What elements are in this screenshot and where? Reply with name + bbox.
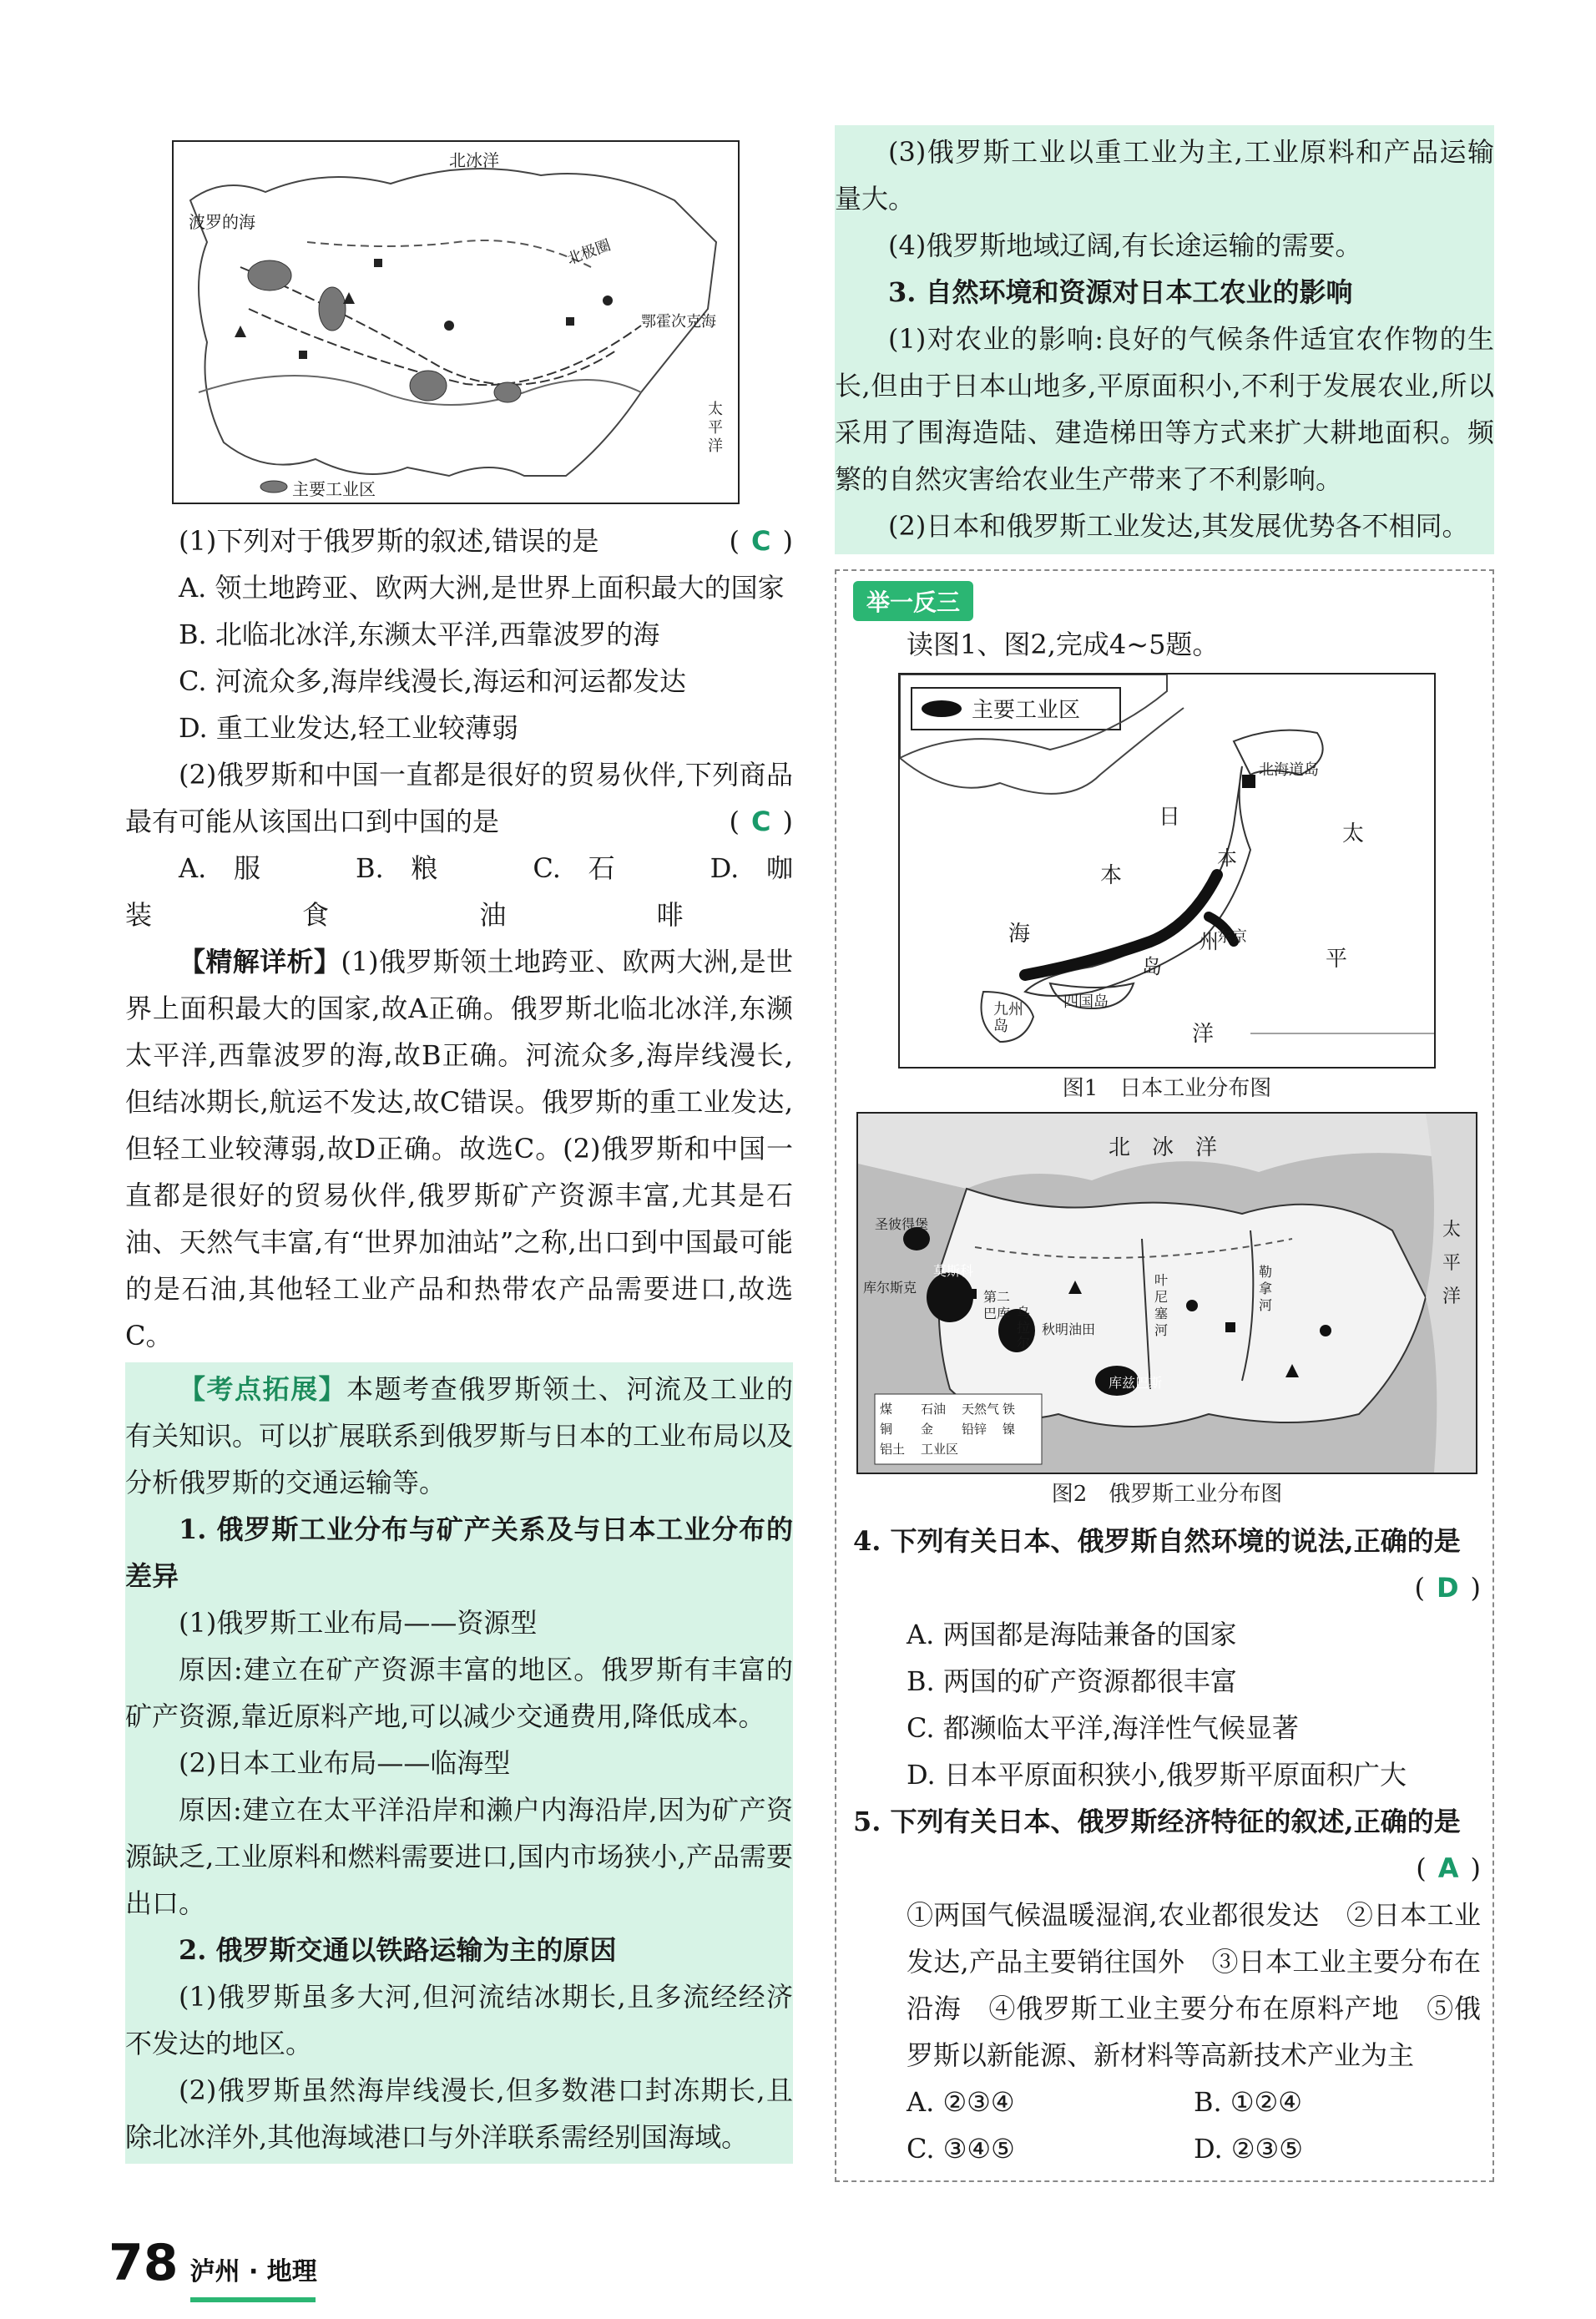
fig2-city-2: 莫斯科 — [933, 1263, 974, 1279]
analysis-tag: 【精解详析】 — [179, 946, 341, 978]
extension-p8: (4)俄罗斯地域辽阔,有长途运输的需要。 — [888, 230, 1362, 261]
extension-p2: 原因:建立在矿产资源丰富的地区。俄罗斯有丰富的矿产资源,靠近原料产地,可以减少交通费用,降低成本。 — [125, 1654, 793, 1732]
legend-gas: 天然气 — [962, 1402, 1000, 1417]
fig1-ocean-3: 洋 — [1192, 1022, 1215, 1047]
map1-baltic-label: 波罗的海 — [189, 212, 255, 232]
q5-options — [853, 2079, 1481, 2172]
right-column — [835, 125, 1494, 2182]
q2-option-c: C. 石油 — [479, 852, 615, 931]
fig2-legend — [880, 1399, 1043, 1459]
q4-option-c: C. 都濒临太平洋,海洋性气候显著 — [907, 1712, 1299, 1744]
q5-answer: A — [1437, 1852, 1459, 1884]
fig2-city-5: 乌拉尔 — [1017, 1305, 1031, 1351]
q5-option-c: C. ③④⑤ — [907, 2133, 1015, 2165]
q2-option-a: A. 服装 — [125, 852, 261, 931]
fig2-city-6: 秋明油田 — [1042, 1321, 1096, 1337]
q2-option-d: D. 咖啡 — [656, 852, 793, 931]
extension-heading-2: 2. 俄罗斯交通以铁路运输为主的原因 — [179, 1934, 617, 1966]
q5-option-a: A. ②③④ — [907, 2086, 1015, 2118]
q5-answer-slot: ( A ) — [1416, 1852, 1481, 1884]
page-number: 78 — [109, 2234, 179, 2292]
q1-option-a: A. 领土地跨亚、欧两大洲,是世界上面积最大的国家 — [179, 572, 785, 604]
extension-p9: (1)对农业的影响:良好的气候条件适宜农作物的生长,但由于日本山地多,平原面积小,不利于发展农业,所以采用了围海造陆、建造梯田等方式来扩大耕地面积。频繁的自然灾害给农业生产带来了不利影响。 — [835, 323, 1494, 495]
q5-items: ①两国气候温暖湿润,农业都很发达 ②日本工业发达,产品主要销往国外 ③日本工业主要分布在沿海 ④俄罗斯工业主要分布在原料产地 ⑤俄罗斯以新能源、新材料等高新技术产业为主 — [907, 1899, 1481, 2071]
extension-heading-1: 1. 俄罗斯工业分布与矿产关系及与日本工业分布的差异 — [125, 1513, 793, 1592]
extension-box — [125, 1362, 793, 2164]
practice-badge: 举一反三 — [853, 581, 973, 621]
russia-industry-map — [172, 140, 740, 504]
fig2-city-8: 勒拿河 — [1259, 1264, 1273, 1313]
fig1-hokkaido: 北海道岛 — [1259, 761, 1319, 779]
extension-p3: (2)日本工业布局——临海型 — [179, 1747, 511, 1779]
q1-option-d: D. 重工业发达,轻工业较薄弱 — [179, 712, 519, 744]
fig2-city-3: 库尔斯克 — [863, 1280, 917, 1296]
fig2-arctic: 北 冰 洋 — [1109, 1135, 1218, 1160]
q4-option-a: A. 两国都是海陆兼备的国家 — [907, 1619, 1237, 1650]
left-column — [125, 134, 793, 2164]
legend-bauxite: 铝土 — [880, 1442, 906, 1457]
map1-arctic-circle-label: 北极圈 — [564, 236, 614, 269]
q2-options — [125, 845, 793, 938]
japan-industry-map — [898, 673, 1436, 1069]
fig1-sea-1: 日 — [1159, 805, 1181, 830]
fig2-city-9: 库兹巴斯 — [1109, 1375, 1163, 1391]
practice-intro: 读图1、图2,完成4~5题。 — [907, 629, 1220, 660]
fig1-kyushu: 九州岛 — [993, 1001, 1023, 1035]
q5-option-d: D. ②③⑤ — [1194, 2133, 1303, 2165]
fig1-honshu-3: 岛 — [1142, 955, 1162, 978]
fig1-sea-3: 海 — [1008, 922, 1031, 947]
map1-arctic-label: 北冰洋 — [449, 150, 499, 170]
analysis — [125, 938, 793, 1359]
footer-underline — [190, 2297, 316, 2302]
extension-tag: 【考点拓展】 — [179, 1373, 347, 1405]
q4-answer-slot: ( D ) — [1414, 1572, 1481, 1604]
fig2-pacific: 太平洋 — [1442, 1220, 1462, 1307]
q2-option-b: B. 粮食 — [302, 852, 438, 931]
legend-oil: 石油 — [921, 1402, 947, 1417]
japan-map-svg — [900, 674, 1434, 1067]
fig1-honshu-1: 本 — [1217, 846, 1237, 870]
extension-heading-3: 3. 自然环境和资源对日本工农业的影响 — [888, 276, 1353, 308]
q1-answer-slot: ( C ) — [729, 525, 793, 557]
fig1-legend: 主要工业区 — [972, 698, 1081, 723]
q2-stem: (2)俄罗斯和中国一直都是很好的贸易伙伴,下列商品最有可能从该国出口到中国的是 — [125, 759, 793, 837]
extension-p5: (1)俄罗斯虽多大河,但河流结冰期长,且多流经经济不发达的地区。 — [125, 1981, 793, 2059]
extension-p6: (2)俄罗斯虽然海岸线漫长,但多数港口封冻期长,且除北冰洋外,其他海域港口与外洋联系需经别国海域。 — [125, 2074, 793, 2153]
map1-pacific-label: 太平洋 — [708, 401, 723, 455]
fig1-tokyo: 东京 — [1217, 928, 1247, 946]
map1-okhotsk-label: 鄂霍次克海 — [641, 313, 716, 331]
q1-option-c: C. 河流众多,海岸线漫长,海运和河运都发达 — [179, 665, 687, 697]
q4-answer: D — [1436, 1572, 1459, 1604]
q1-stem-row — [125, 518, 793, 564]
analysis-text: (1)俄罗斯领土地跨亚、欧两大洲,是世界上面积最大的国家,故A正确。俄罗斯北临北冰洋,东濒太平洋,西靠波罗的海,故B正确。河流众多,海岸线漫长,但结冰期长,航运不发达,故C错误。俄罗斯的重工业发达,但轻工业较薄弱,故D正确。故选C。(2)俄罗斯和中国一直都是很好的贸易伙伴,俄罗斯矿产资源丰富,尤其是石油、天然气丰富,有“世界加油站”之称,出口到中国最可能的是石油,其他轻工业产品和热带农产品需要进口,故选C。 — [125, 946, 793, 1351]
legend-coal: 煤 — [880, 1402, 893, 1417]
fig1-honshu-2: 州 — [1199, 930, 1219, 953]
fig2-caption: 图2 俄罗斯工业分布图 — [1051, 1482, 1283, 1507]
q2-answer-slot: ( C ) — [729, 806, 793, 837]
legend-industry: 工业区 — [921, 1442, 959, 1457]
fig2-city-1: 圣彼得堡 — [875, 1216, 929, 1232]
legend-nickel: 镍 — [1003, 1422, 1016, 1437]
russia-industry-map-2 — [856, 1112, 1477, 1474]
q1-option-b: B. 北临北冰洋,东濒太平洋,西靠波罗的海 — [179, 619, 660, 650]
extension-continued — [835, 125, 1494, 554]
q5-stem: 5. 下列有关日本、俄罗斯经济特征的叙述,正确的是 — [853, 1806, 1461, 1837]
fig2-city-7: 叶尼塞河 — [1154, 1272, 1169, 1338]
extension-p10: (2)日本和俄罗斯工业发达,其发展优势各不相同。 — [888, 510, 1469, 542]
map1-legend: 主要工业区 — [292, 479, 376, 499]
fig1-ocean-2: 平 — [1326, 947, 1348, 972]
legend-gold: 金 — [921, 1422, 934, 1437]
fig1-ocean-1: 太 — [1342, 821, 1365, 846]
fig1-shikoku: 四国岛 — [1063, 993, 1109, 1011]
page-footer — [109, 2234, 317, 2292]
extension-intro — [125, 1366, 793, 1506]
q2-answer: C — [751, 806, 771, 837]
practice-box — [835, 569, 1494, 2182]
legend-iron: 铁 — [1003, 1402, 1016, 1417]
fig1-sea-2: 本 — [1100, 863, 1123, 888]
q1-answer: C — [751, 525, 771, 557]
q4-option-b: B. 两国的矿产资源都很丰富 — [907, 1665, 1237, 1697]
q4-stem: 4. 下列有关日本、俄罗斯自然环境的说法,正确的是 — [853, 1525, 1461, 1557]
extension-intro-text: 本题考查俄罗斯领土、河流及工业的有关知识。可以扩展联系到俄罗斯与日本的工业布局以及分析俄罗斯的交通运输等。 — [125, 1373, 794, 1498]
legend-leadzinc: 铅锌 — [962, 1422, 987, 1437]
q4-option-d: D. 日本平原面积狭小,俄罗斯平原面积广大 — [907, 1759, 1407, 1791]
q1-stem: (1)下列对于俄罗斯的叙述,错误的是 — [179, 525, 599, 557]
fig1-caption: 图1 日本工业分布图 — [1062, 1076, 1272, 1101]
fig2-city-4: 第二巴库 — [983, 1289, 1011, 1321]
extension-p7: (3)俄罗斯工业以重工业为主,工业原料和产品运输量大。 — [835, 136, 1494, 215]
footer-label: 泸州 · 地理 — [189, 2257, 317, 2286]
extension-p1: (1)俄罗斯工业布局——资源型 — [179, 1607, 538, 1639]
extension-p4: 原因:建立在太平洋沿岸和濑户内海沿岸,因为矿产资源缺乏,工业原料和燃料需要进口,国内市场狭小,产品需要出口。 — [125, 1794, 793, 1919]
q5-option-b: B. ①②④ — [1194, 2086, 1302, 2118]
legend-copper: 铜 — [880, 1422, 893, 1437]
q2-stem-row — [125, 751, 793, 845]
